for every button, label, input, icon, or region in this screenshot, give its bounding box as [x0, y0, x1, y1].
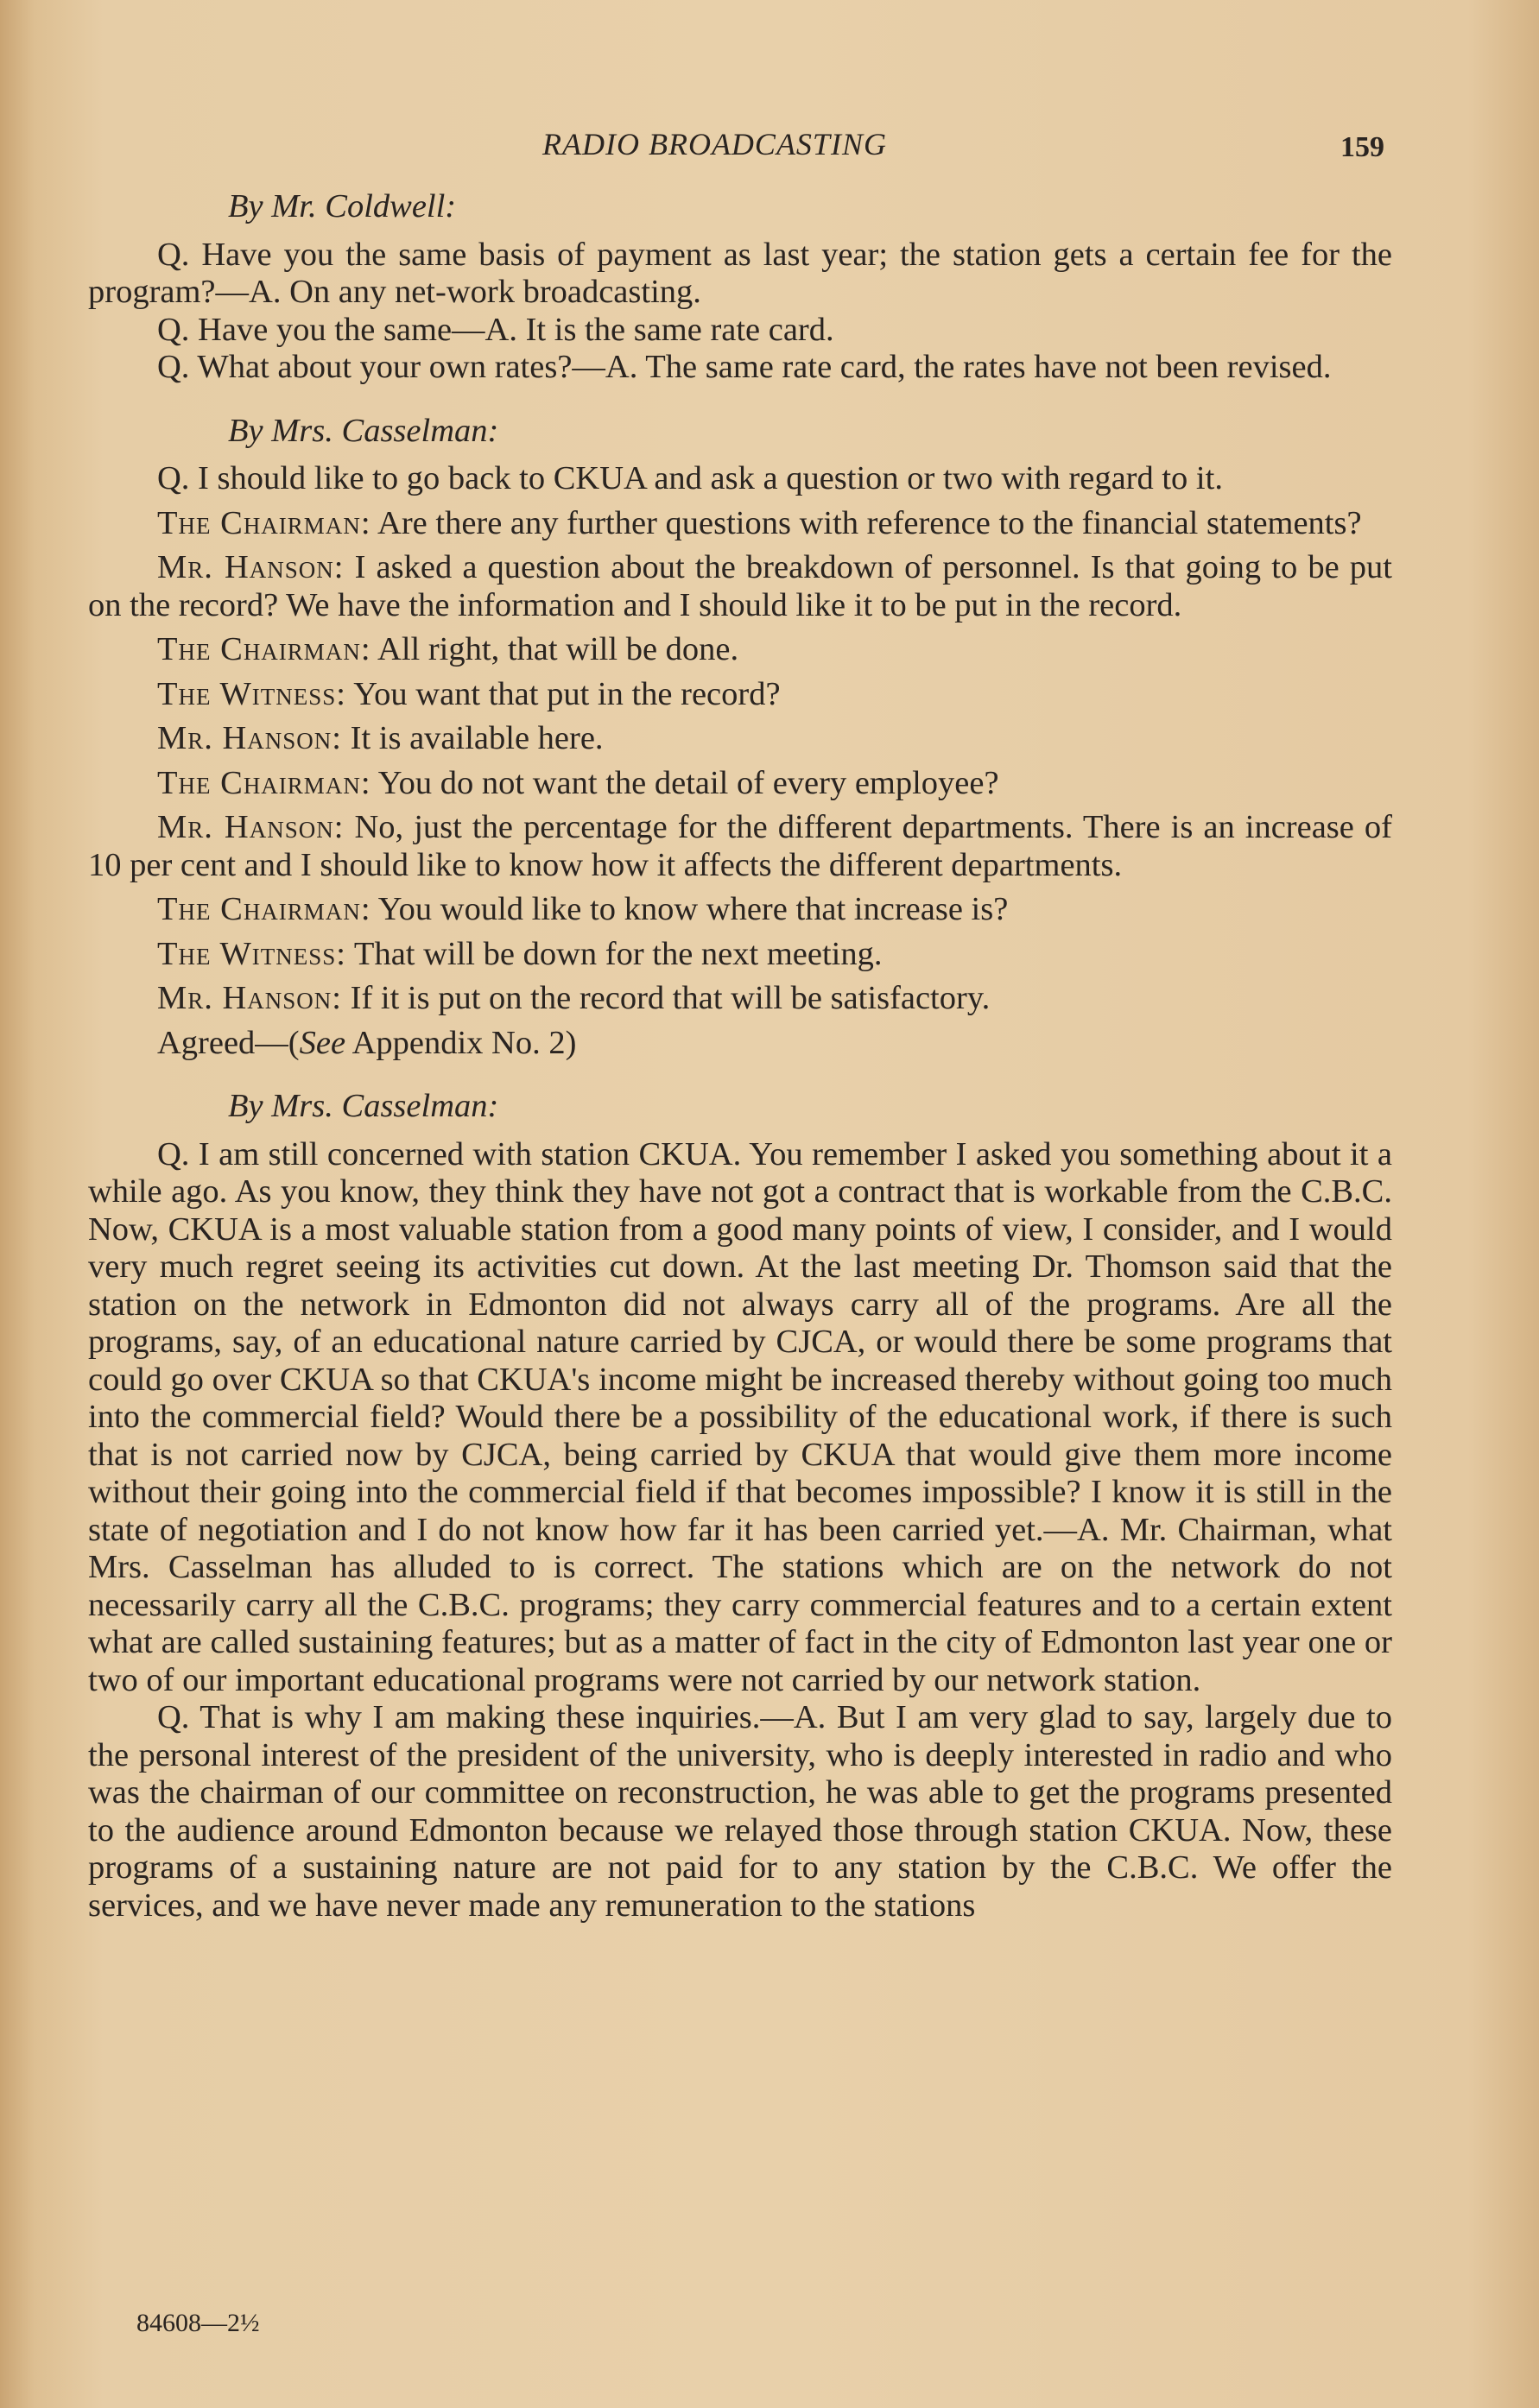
- speaker-label: The Chairman:: [157, 891, 371, 927]
- speech-hanson-2: [88, 720, 1392, 758]
- section-heading-casselman-2: By Mrs. Casselman:: [228, 1088, 499, 1124]
- speech-text: You do not want the detail of every employee?: [377, 764, 999, 801]
- paragraph-q2: Q. Have you the same—A. It is the same rate card.: [157, 311, 834, 348]
- speech-text: You would like to know where that increase is?: [377, 891, 1009, 927]
- speech-witness-1: [88, 676, 1392, 714]
- page-header: [0, 126, 1539, 169]
- speaker-label: The Chairman:: [157, 504, 371, 541]
- agreed-prefix: Agreed—(: [157, 1024, 300, 1061]
- speech-text: Are there any further questions with reference to the financial statements?: [377, 504, 1362, 541]
- speech-chairman-1: [88, 505, 1392, 543]
- paragraph-q4: Q. I should like to go back to CKUA and ask a question or two with regard to it.: [157, 460, 1223, 496]
- paragraph-q1: Q. Have you the same basis of payment as last year; the station gets a certain fee for the program?—A. On any net-work broadcasting.: [88, 236, 1392, 310]
- speech-witness-2: [88, 936, 1392, 974]
- page-number: 159: [1340, 131, 1384, 163]
- speech-text: All right, that will be done.: [377, 631, 739, 667]
- speaker-label: The Witness:: [157, 675, 346, 712]
- speaker-label: Mr. Hanson:: [157, 549, 345, 585]
- speaker-label: Mr. Hanson:: [157, 980, 343, 1016]
- speech-hanson-4: [88, 980, 1392, 1018]
- agreed-see: See: [299, 1024, 346, 1061]
- speech-chairman-3: [88, 765, 1392, 803]
- speech-text: That will be down for the next meeting.: [353, 935, 883, 972]
- speech-chairman-4: [88, 891, 1392, 929]
- speech-hanson-1: [88, 549, 1392, 624]
- agreed-rest: Appendix No. 2): [345, 1024, 577, 1061]
- section-heading-casselman-1: By Mrs. Casselman:: [228, 412, 499, 449]
- speech-text: No, just the percentage for the different departments. There is an increase of 10 per cent and I should like to know how it affects the different departments.: [88, 809, 1392, 883]
- speech-text: It is available here.: [350, 720, 604, 756]
- paragraph-q6: Q. That is why I am making these inquiries.—A. But I am very glad to say, largely due to the personal interest of the president of the university, who is deeply interested in radio and who was the chairman of our committee on reconstruction, he was able to get the programs presented to the audience around Edmonton because we relayed those through station CKUA. Now, these programs of a sustaining nature are not paid for to any station by the C.B.C. We offer the services, and we have never made any remuneration to the stations: [88, 1699, 1392, 1924]
- speech-chairman-2: [88, 631, 1392, 669]
- paragraph-q3: Q. What about your own rates?—A. The same rate card, the rates have not been revised.: [157, 349, 1332, 385]
- running-title: RADIO BROADCASTING: [542, 127, 887, 161]
- section-heading-coldwell: By Mr. Coldwell:: [228, 188, 457, 224]
- printer-code: 84608—2½: [136, 2309, 260, 2337]
- speaker-label: Mr. Hanson:: [157, 720, 343, 756]
- speaker-label: The Witness:: [157, 935, 346, 972]
- speaker-label: Mr. Hanson:: [157, 809, 345, 845]
- paragraph-q5: Q. I am still concerned with station CKUA. You remember I asked you something about it a while ago. As you know, they think they have not got a contract that is workable from the C.B.C. Now, CKUA is a most valuable station from a good many points of view, I consider, and I would very much regret seeing its activities cut down. At the last meeting Dr. Thomson said that the station on the network in Edmonton did not always carry all of the programs. Are all the programs, say, of an educational nature carried by CJCA, or would there be some programs that could go over CKUA so that CKUA's income might be increased thereby without going too much into the commercial field? Would there be a possibility of the educational work, if there is such that is not carried now by CJCA, being carried by CKUA that would give them more income without their going into the commercial field if that becomes impossible? I know it is still in the state of negotiation and I do not know how far it has been carried yet.—A. Mr. Chairman, what Mrs. Casselman has alluded to is correct. The stations which are on the network do not necessarily carry all the C.B.C. programs; they carry commercial features and to a certain extent what are called sustaining features; but as a matter of fact in the city of Edmonton last year one or two of our important educational programs were not carried by our network station.: [88, 1135, 1392, 1698]
- speaker-label: The Chairman:: [157, 764, 371, 801]
- speech-text: I asked a question about the breakdown of personnel. Is that going to be put on the record? We have the information and I should like it to be put in the record.: [88, 549, 1392, 623]
- agreed-line: [88, 1025, 1392, 1063]
- speaker-label: The Chairman:: [157, 631, 371, 667]
- page-body: [88, 188, 1392, 1925]
- speech-hanson-3: [88, 809, 1392, 884]
- speech-text: If it is put on the record that will be satisfactory.: [350, 980, 991, 1016]
- speech-text: You want that put in the record?: [353, 675, 781, 712]
